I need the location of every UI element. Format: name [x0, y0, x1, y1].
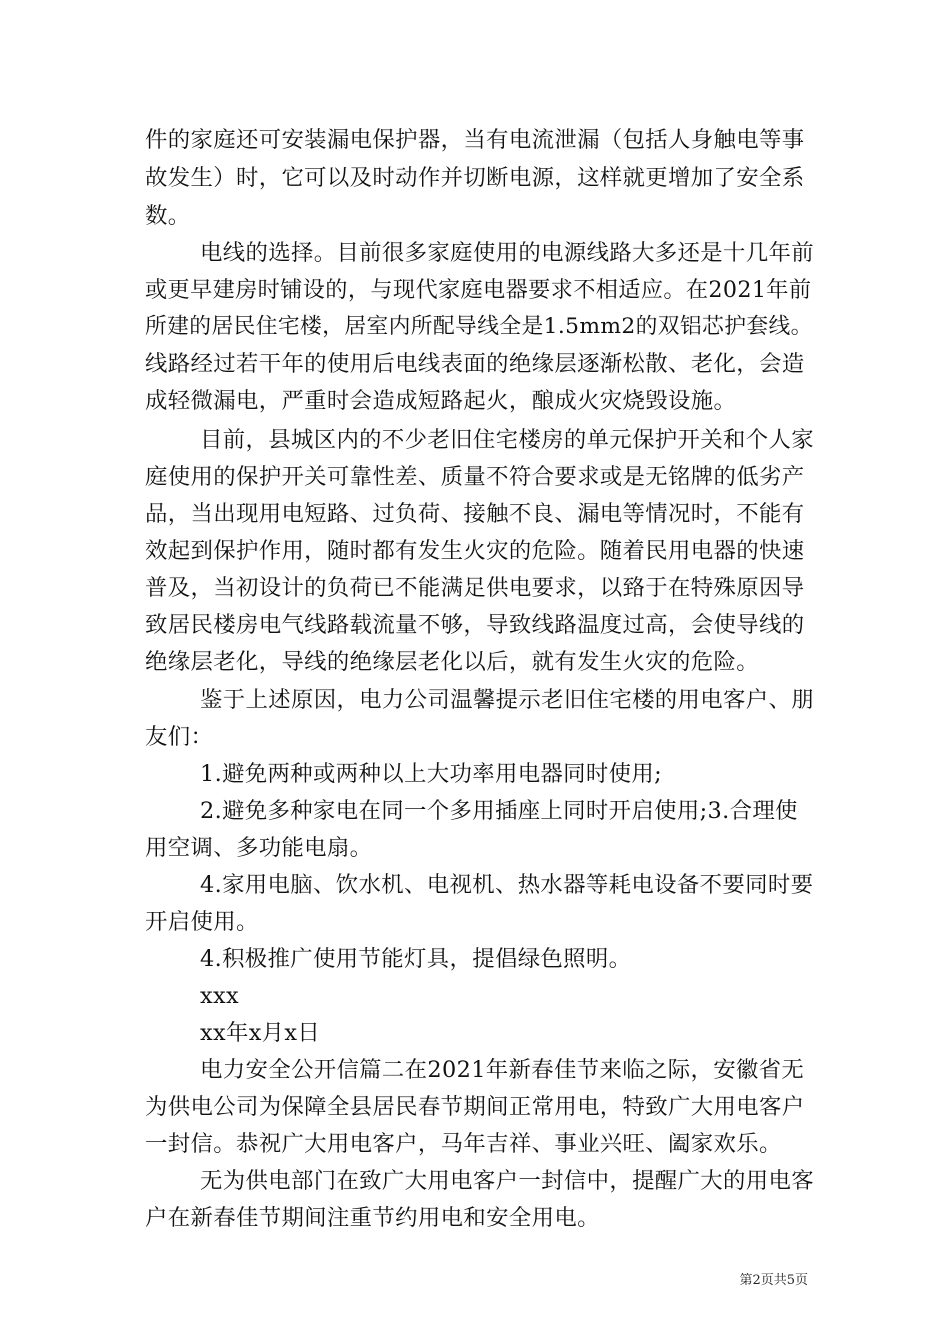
paragraph-line: 为供电公司为保障全县居民春节期间正常用电，特致广大用电客户 — [145, 1094, 805, 1120]
paragraph-line: 鉴于上述原因，电力公司温馨提示老旧住宅楼的用电客户、朋 — [200, 687, 814, 713]
paragraph-line: 电线的选择。目前很多家庭使用的电源线路大多还是十几年前 — [200, 240, 814, 266]
paragraph-line: 线路经过若干年的使用后电线表面的绝缘层逐渐松散、老化，会造 — [145, 351, 805, 377]
paragraph-line: 或更早建房时铺设的，与现代家庭电器要求不相适应。在2021年前 — [145, 277, 812, 303]
list-item: 4.家用电脑、饮水机、电视机、热水器等耗电设备不要同时要 — [200, 872, 814, 898]
paragraph-line: 品，当出现用电短路、过负荷、接触不良、漏电等情况时，不能有 — [145, 501, 805, 527]
list-item: 4.积极推广使用节能灯具，提倡绿色照明。 — [200, 946, 632, 972]
paragraph-line: 致居民楼房电气线路载流量不够，导致线路温度过高，会使导线的 — [145, 612, 805, 638]
list-item: 2.避免多种家电在同一个多用插座上同时开启使用;3.合理使 — [200, 798, 798, 824]
paragraph-line: 户在新春佳节期间注重节约用电和安全用电。 — [145, 1205, 600, 1231]
paragraph-line: 绝缘层老化，导线的绝缘层老化以后，就有发生火灾的危险。 — [145, 649, 759, 675]
list-item: 开启使用。 — [145, 909, 259, 935]
paragraph-line: 庭使用的保护开关可靠性差、质量不符合要求或是无铭牌的低劣产 — [145, 464, 805, 490]
list-item: 1.避免两种或两种以上大功率用电器同时使用; — [200, 761, 663, 787]
paragraph-line: 友们： — [145, 724, 214, 750]
paragraph-line: 成轻微漏电，严重时会造成短路起火，酿成火灾烧毁设施。 — [145, 388, 737, 414]
paragraph-line: 电力安全公开信篇二在2021年新春佳节来临之际，安徽省无 — [200, 1057, 805, 1083]
paragraph-line: 目前，县城区内的不少老旧住宅楼房的单元保护开关和个人家 — [200, 427, 814, 453]
paragraph-line: 故发生）时，它可以及时动作并切断电源，这样就更增加了安全系 — [145, 165, 805, 191]
paragraph-line: 数。 — [145, 203, 191, 229]
signature-date: xx年x月x日 — [200, 1020, 321, 1046]
paragraph-line: 普及，当初设计的负荷已不能满足供电要求，以臵于在特殊原因导 — [145, 575, 805, 601]
paragraph-line: 所建的居民住宅楼，居室内所配导线全是1.5mm2的双铝芯护套线。 — [145, 314, 813, 339]
paragraph-line: 效起到保护作用，随时都有发生火灾的危险。随着民用电器的快速 — [145, 538, 805, 564]
paragraph-line: 一封信。恭祝广大用电客户，马年吉祥、事业兴旺、阖家欢乐。 — [145, 1131, 782, 1157]
paragraph-line: 件的家庭还可安装漏电保护器，当有电流泄漏（包括人身触电等事 — [145, 127, 805, 153]
list-item: 用空调、多功能电扇。 — [145, 835, 373, 861]
signature-name: xxx — [200, 983, 239, 1009]
paragraph-line: 无为供电部门在致广大用电客户一封信中，提醒广大的用电客 — [200, 1168, 814, 1194]
page-number: 第2页共5页 — [739, 1273, 808, 1288]
